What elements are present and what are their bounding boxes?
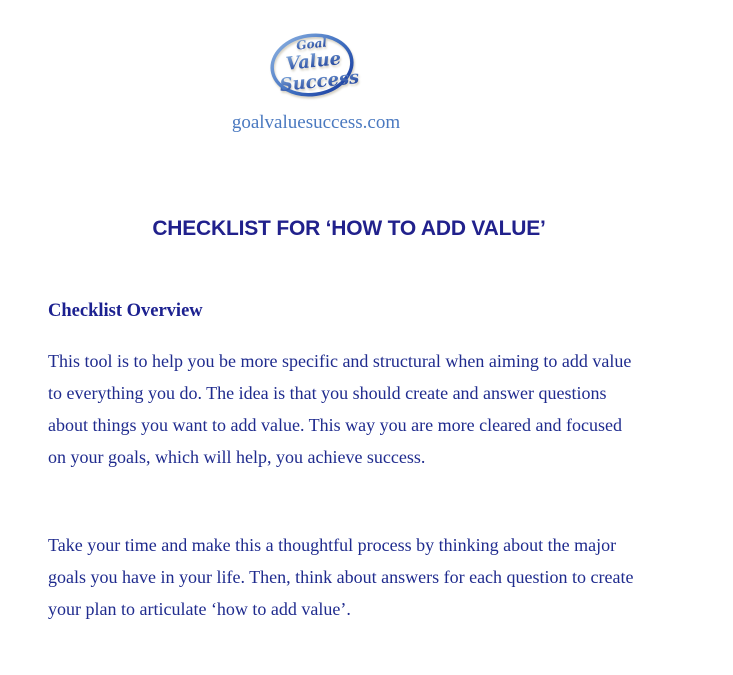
page-title: CHECKLIST FOR ‘HOW TO ADD VALUE’	[152, 217, 546, 240]
paragraph-line: to everything you do. The idea is that you should create and answer questions	[48, 383, 607, 403]
paragraph-line: your plan to articulate ‘how to add value’.	[48, 599, 351, 619]
goal-value-success-logo	[266, 30, 366, 100]
section-heading: Checklist Overview	[48, 301, 203, 321]
logo-word-goal: Goal	[295, 35, 328, 53]
paragraph-line: goals you have in your life. Then, think about answers for each question to create	[48, 567, 634, 587]
logo-word-value: Value	[284, 48, 343, 75]
paragraph-line: Take your time and make this a thoughtful process by thinking about the major	[48, 535, 617, 555]
brand-header	[0, 30, 632, 134]
paragraph-overview	[48, 345, 631, 473]
paragraph-line: on your goals, which will help, you achieve success.	[48, 447, 426, 467]
logo-word-success: Success	[278, 66, 361, 97]
website-url: goalvaluesuccess.com	[231, 112, 401, 133]
paragraph-line: about things you want to add value. This way you are more cleared and focused	[48, 415, 622, 435]
paragraph-line: This tool is to help you be more specific and structural when aiming to add value	[48, 351, 632, 371]
paragraph-instructions	[48, 529, 634, 625]
